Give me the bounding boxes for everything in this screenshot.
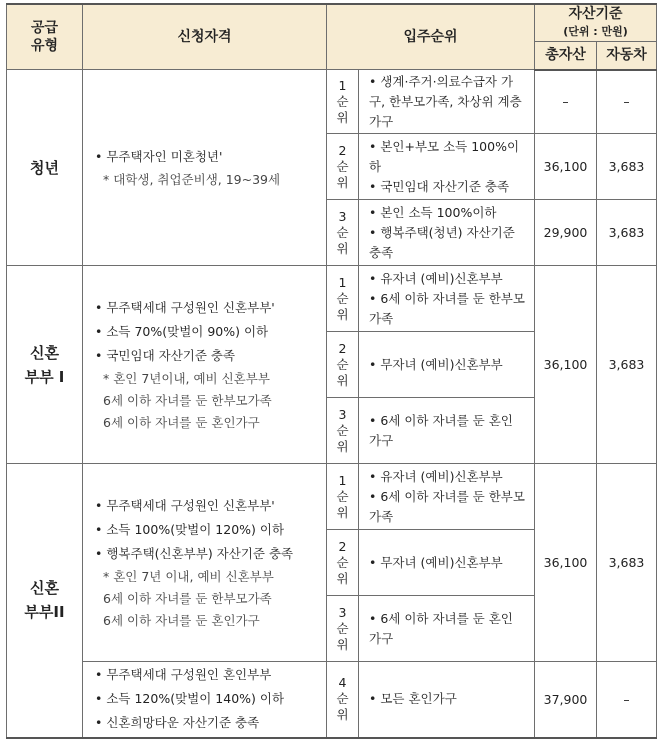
rank-char: 3 <box>338 604 347 620</box>
priority-item: • 6세 이하 자녀를 둔 혼인 가구 <box>369 411 528 451</box>
priority-item: • 6세 이하 자녀를 둔 혼인 가구 <box>369 609 528 649</box>
rank-char: 순 <box>336 158 349 174</box>
priority-item: • 6세 이하 자녀를 둔 한부모가족 <box>369 487 528 527</box>
criteria-note: * 대학생, 취업준비생, 19~39세 <box>103 171 281 187</box>
rank-char: 순 <box>336 224 349 240</box>
priority-items <box>359 70 535 134</box>
rank-char: 위 <box>336 504 349 520</box>
supply-type: 청년 <box>7 70 83 266</box>
priority-rank <box>327 332 359 398</box>
rank-char: 순 <box>336 93 349 109</box>
header-car: 자동차 <box>597 42 657 70</box>
asset-standard-label: 자산기준 <box>568 6 623 22</box>
priority-item: • 본인 소득 100%이하 <box>369 203 528 223</box>
supply-type: 신혼 부부II <box>7 464 83 738</box>
header-criteria: 신청자격 <box>83 4 327 70</box>
rank-char: 위 <box>336 438 349 454</box>
priority-items <box>359 266 535 332</box>
header-priority: 입주순위 <box>327 4 535 70</box>
priority-items <box>359 662 535 738</box>
car-value: 3,683 <box>597 134 657 200</box>
priority-rank <box>327 200 359 266</box>
priority-item: • 생계·주거·의료수급자 가구, 한부모가족, 차상위 계층 가구 <box>369 72 528 132</box>
rank-char: 4 <box>338 675 347 691</box>
car-value: 3,683 <box>597 200 657 266</box>
rank-char: 위 <box>336 636 349 652</box>
criteria-note: * 혼인 7년 이내, 예비 신혼부부 <box>103 568 274 584</box>
priority-item: • 유자녀 (예비)신혼부부 <box>369 269 528 289</box>
priority-items <box>359 464 535 530</box>
priority-items <box>359 398 535 464</box>
priority-items <box>359 332 535 398</box>
header-total-assets: 총자산 <box>535 42 597 70</box>
eligibility-criteria <box>83 662 327 738</box>
header-supply-type: 공급 유형 <box>7 4 83 70</box>
rank-char: 순 <box>336 422 349 438</box>
car-value: – <box>597 662 657 738</box>
criteria-note: 6세 이하 자녀를 둔 혼인가구 <box>103 612 260 628</box>
car-value: 3,683 <box>597 464 657 662</box>
eligibility-criteria <box>83 70 327 266</box>
criteria-note: 6세 이하 자녀를 둔 혼인가구 <box>103 414 260 430</box>
total-assets-value: 37,900 <box>535 662 597 738</box>
priority-item: • 6세 이하 자녀를 둔 한부모가족 <box>369 289 528 329</box>
rank-char: 위 <box>336 109 349 125</box>
criteria-item: • 무주택세대 구성원인 신혼부부' <box>95 296 320 320</box>
unit-label: (단위 : 만원) <box>563 25 628 38</box>
priority-rank <box>327 596 359 662</box>
rank-char: 위 <box>336 174 349 190</box>
criteria-item: • 무주택세대 구성원인 신혼부부' <box>95 494 320 518</box>
rank-char: 1 <box>338 274 347 290</box>
rank-char: 2 <box>338 340 347 356</box>
criteria-item: • 소득 120%(맞벌이 140%) 이하 <box>95 687 320 711</box>
rank-char: 순 <box>336 620 349 636</box>
rank-char: 순 <box>336 290 349 306</box>
header-asset-standard <box>535 4 657 42</box>
rank-char: 순 <box>336 356 349 372</box>
priority-item: • 모든 혼인가구 <box>369 689 528 709</box>
criteria-note: * 혼인 7년이내, 예비 신혼부부 <box>103 370 270 386</box>
priority-rank <box>327 70 359 134</box>
criteria-item: • 국민임대 자산기준 충족 <box>95 344 320 368</box>
criteria-item: • 무주택세대 구성원인 혼인부부 <box>95 663 320 687</box>
criteria-note: 6세 이하 자녀를 둔 한부모가족 <box>103 392 272 408</box>
priority-rank <box>327 398 359 464</box>
rank-char: 위 <box>336 240 349 256</box>
criteria-item: • 소득 100%(맞벌이 120%) 이하 <box>95 518 320 542</box>
eligibility-criteria <box>83 464 327 662</box>
rank-char: 2 <box>338 538 347 554</box>
rank-char: 위 <box>336 306 349 322</box>
rank-char: 1 <box>338 472 347 488</box>
priority-rank <box>327 530 359 596</box>
rank-char: 위 <box>336 707 349 723</box>
criteria-item: • 신혼희망타운 자산기준 충족 <box>95 711 320 735</box>
priority-item: • 행복주택(청년) 자산기준 충족 <box>369 223 528 263</box>
priority-item: • 유자녀 (예비)신혼부부 <box>369 467 528 487</box>
total-assets-value: 36,100 <box>535 266 597 464</box>
eligibility-criteria <box>83 266 327 464</box>
rank-char: 2 <box>338 142 347 158</box>
priority-item: • 본인+부모 소득 100%이하 <box>369 137 528 177</box>
rank-char: 순 <box>336 554 349 570</box>
criteria-item: • 행복주택(신혼부부) 자산기준 충족 <box>95 542 320 566</box>
rank-char: 위 <box>336 372 349 388</box>
rank-char: 순 <box>336 488 349 504</box>
car-value: – <box>597 70 657 134</box>
priority-item: • 국민임대 자산기준 충족 <box>369 177 528 197</box>
criteria-item: • 소득 70%(맞벌이 90%) 이하 <box>95 320 320 344</box>
total-assets-value: – <box>535 70 597 134</box>
priority-rank <box>327 134 359 200</box>
housing-eligibility-table <box>6 3 657 739</box>
priority-items <box>359 200 535 266</box>
rank-char: 3 <box>338 208 347 224</box>
priority-item: • 무자녀 (예비)신혼부부 <box>369 355 528 375</box>
total-assets-value: 36,100 <box>535 134 597 200</box>
car-value: 3,683 <box>597 266 657 464</box>
priority-items <box>359 596 535 662</box>
criteria-item: • 무주택자인 미혼청년' <box>95 145 320 169</box>
rank-char: 1 <box>338 77 347 93</box>
rank-char: 순 <box>336 691 349 707</box>
total-assets-value: 29,900 <box>535 200 597 266</box>
priority-rank <box>327 464 359 530</box>
rank-char: 위 <box>336 570 349 586</box>
criteria-note: 6세 이하 자녀를 둔 한부모가족 <box>103 590 272 606</box>
priority-items <box>359 530 535 596</box>
supply-type: 신혼 부부 I <box>7 266 83 464</box>
total-assets-value: 36,100 <box>535 464 597 662</box>
priority-rank <box>327 662 359 738</box>
priority-item: • 무자녀 (예비)신혼부부 <box>369 553 528 573</box>
priority-items <box>359 134 535 200</box>
priority-rank <box>327 266 359 332</box>
rank-char: 3 <box>338 406 347 422</box>
